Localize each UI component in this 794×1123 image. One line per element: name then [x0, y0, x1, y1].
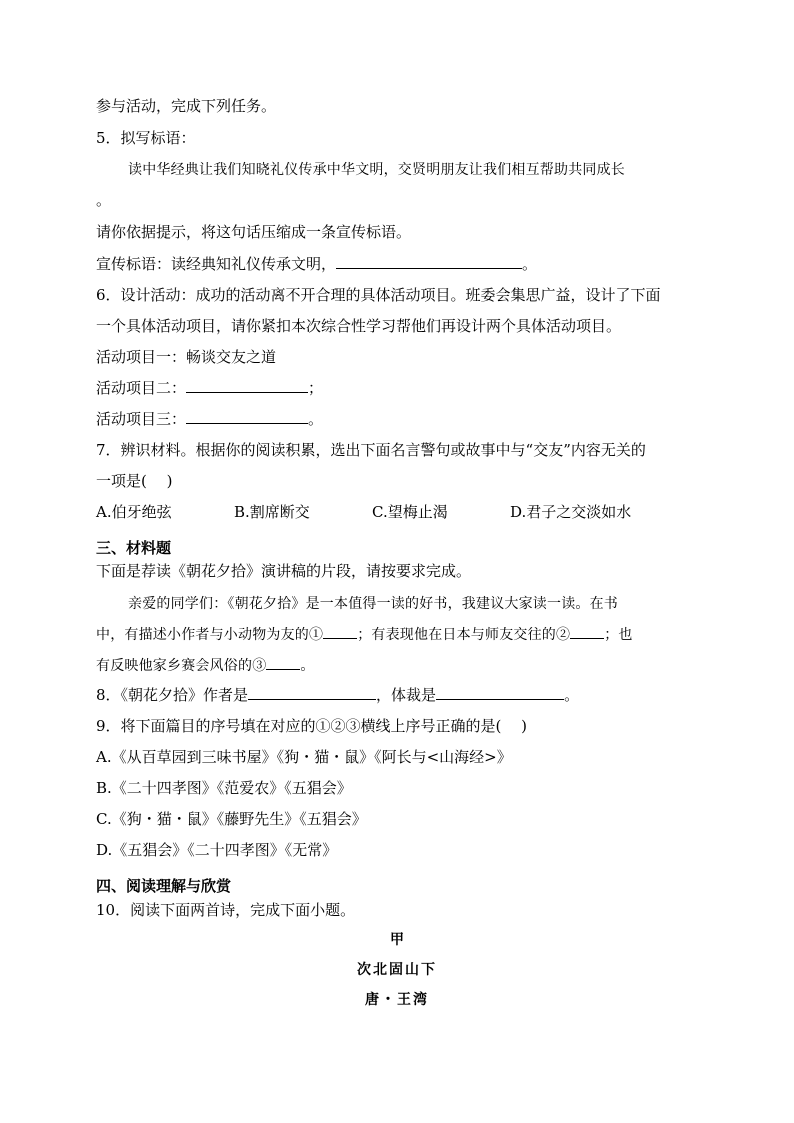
q7-line1: 7．辨识材料。根据你的阅读积累，选出下面名言警句或故事中与“交友”内容无关的	[96, 441, 646, 459]
q5-slogan-line	[96, 254, 537, 274]
section3-p2	[96, 624, 633, 645]
q6-item3-line	[96, 409, 323, 429]
q5-slogan-prefix: 宣传标语：读经典知礼仪传承文明，	[96, 255, 337, 273]
q8-b: ，体裁是	[376, 686, 437, 704]
q8-line	[96, 685, 579, 705]
q6-item2-label: 活动项目二：	[96, 379, 187, 397]
q9-title: 9．将下面篇目的序号填在对应的①②③横线上序号正确的是( )	[96, 717, 528, 735]
section3-p2c: ；也	[604, 627, 633, 643]
q7-option-d[interactable]: D.君子之交淡如水	[510, 503, 632, 521]
q6-item2-line	[96, 378, 323, 398]
blank-2[interactable]	[570, 624, 604, 639]
q7-option-a[interactable]: A.伯牙绝弦	[96, 503, 172, 521]
section3-p2a: 中，有描述小作者与小动物为友的①	[96, 627, 324, 643]
poem-title: 次北固山下	[357, 962, 437, 978]
q6-item1: 活动项目一：畅谈交友之道	[96, 348, 277, 366]
q9-option-d[interactable]: D.《五猖会》《二十四孝图》《无常》	[96, 841, 338, 859]
poem-label: 甲	[390, 932, 404, 948]
q5-slogan-suffix: 。	[522, 255, 538, 273]
blank-3[interactable]	[266, 655, 300, 670]
q5-quote: 读中华经典让我们知晓礼仪传承中华文明，交贤明朋友让我们相互帮助共同成长	[128, 162, 625, 178]
section3-title: 三、材料题	[96, 539, 172, 557]
q9-option-c[interactable]: C.《狗・猫・鼠》《藤野先生》《五猖会》	[96, 810, 367, 828]
q10-text: 10．阅读下面两首诗，完成下面小题。	[96, 901, 356, 919]
section4-title: 四、阅读理解与欣赏	[96, 877, 232, 895]
q8-a: 8．《朝花夕拾》作者是	[96, 686, 249, 704]
q6-item3-label: 活动项目三：	[96, 410, 187, 428]
q6-item3-end: 。	[308, 410, 324, 428]
q6-item2-blank[interactable]	[186, 378, 308, 393]
q9-option-a[interactable]: A.《从百草园到三味书屋》《狗・猫・鼠》《阿长与<山海经>》	[96, 748, 512, 766]
q7-option-b[interactable]: B.割席断交	[234, 503, 310, 521]
q7-option-c[interactable]: C.望梅止渴	[372, 503, 448, 521]
section3-p3a: 有反映他家乡赛会风俗的③	[96, 658, 267, 674]
section3-p2b: ；有表现他在日本与师友交往的②	[357, 627, 571, 643]
q8-c: 。	[564, 686, 580, 704]
blank-1[interactable]	[323, 624, 357, 639]
section3-p3	[96, 655, 315, 676]
intro-text: 参与活动，完成下列任务。	[96, 97, 277, 115]
section3-intro: 下面是荐读《朝花夕拾》演讲稿的片段，请按要求完成。	[96, 562, 472, 580]
q6-line2: 一个具体活动项目，请你紧扣本次综合性学习帮他们再设计两个具体活动项目。	[96, 317, 622, 335]
poem-author: 唐・王湾	[365, 992, 429, 1008]
q7-line2: 一项是( )	[96, 472, 173, 490]
q6-item3-blank[interactable]	[186, 409, 308, 424]
section3-p1: 亲爱的同学们：《朝花夕拾》是一本值得一读的好书，我建议大家读一读。在书	[128, 596, 618, 612]
q8-genre-blank[interactable]	[436, 685, 564, 700]
q5-instruction: 请你依据提示，将这句话压缩成一条宣传标语。	[96, 223, 412, 241]
q5-quote-end: 。	[96, 191, 112, 209]
section3-p3b: 。	[300, 658, 315, 674]
q9-option-b[interactable]: B.《二十四孝图》《范爱农》《五猖会》	[96, 779, 352, 797]
q6-line1: 6．设计活动：成功的活动离不开合理的具体活动项目。班委会集思广益，设计了下面	[96, 286, 661, 304]
q6-item2-end: ；	[308, 379, 324, 397]
q5-slogan-blank[interactable]	[336, 254, 522, 269]
q5-title: 5．拟写标语：	[96, 129, 196, 147]
q8-author-blank[interactable]	[248, 685, 376, 700]
